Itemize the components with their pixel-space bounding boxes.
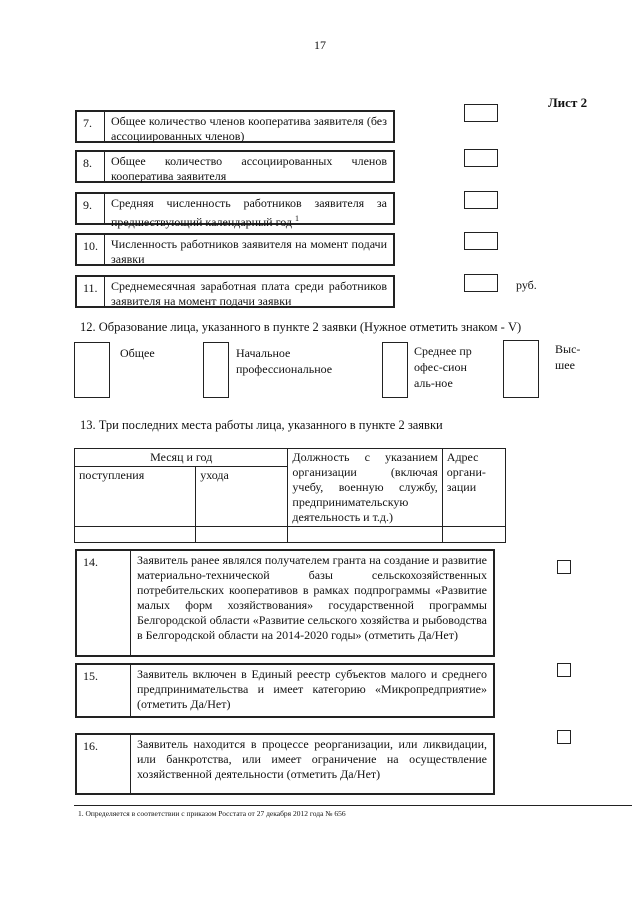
- table-row: [75, 527, 506, 543]
- education-option-general[interactable]: [74, 342, 110, 398]
- question-14: [75, 549, 495, 657]
- education-label-general: Общее: [120, 346, 155, 360]
- question-number: 15.: [77, 665, 131, 716]
- education-option-primary[interactable]: [203, 342, 229, 398]
- education-label-higher: Выс-шее: [555, 342, 581, 372]
- question-7: [75, 110, 395, 143]
- checkbox-16[interactable]: [557, 730, 571, 744]
- question-text: Общее количество ассоциированных членов кооператива заявителя: [111, 154, 387, 183]
- footnote: 1. Определяется в соответствии с приказом Росстата от 27 декабря 2012 года № 656: [78, 809, 346, 818]
- question-number: 11.: [77, 277, 105, 306]
- table-cell[interactable]: [196, 527, 288, 543]
- table-cell[interactable]: [75, 527, 196, 543]
- question-text: Общее количество членов кооператива заявителя (без ассоциированных членов): [111, 114, 387, 143]
- education-option-higher[interactable]: [503, 340, 539, 398]
- question-9: [75, 192, 395, 229]
- question-number: 9.: [77, 194, 105, 223]
- education-label-primary: Начальное профессиональное: [236, 346, 333, 376]
- col-address: Адрес органи-зации: [442, 449, 505, 527]
- question-15: [75, 663, 495, 718]
- col-end: ухода: [196, 467, 288, 527]
- education-label-secondary: Среднее профес-сиональ-ное: [414, 344, 472, 390]
- question-text: Заявитель включен в Единый реестр субъектов малого и среднего предпринимательства и имеет категорию «Микропредприятие» (отметить Да/Нет): [137, 667, 487, 711]
- answer-box-9[interactable]: [464, 191, 498, 209]
- question-16: [75, 733, 495, 795]
- question-text: Заявитель ранее являлся получателем гранта на создание и развитие материально-технической базы сельскохозяйственных потребительских кооперативов в рамках подпрограммы «Развитие малых форм хозяйствования» государственной программы Белгородской области «Развитие сельского хозяйства и рыбоводства в Белгородской области на 2014-2020 годы» (отметить Да/Нет): [137, 553, 487, 642]
- col-position: Должность с указанием организации (включая учебу, военную службу, предпринимательскую деятельность и т.д.): [288, 449, 442, 527]
- question-text: [105, 194, 393, 229]
- question-text: Заявитель находится в процессе реорганизации, или ликвидации, или банкротства, или имеет ограничение на осуществление хозяйственной деятельности (отметить Да/Нет): [137, 737, 487, 781]
- question-8: [75, 150, 395, 183]
- question-number: 8.: [77, 152, 105, 181]
- table-cell[interactable]: [288, 527, 442, 543]
- currency-label: руб.: [516, 278, 537, 292]
- education-option-secondary[interactable]: [382, 342, 408, 398]
- sheet-label: Лист 2: [548, 95, 588, 110]
- question-number: 14.: [77, 551, 131, 655]
- question-11: [75, 275, 395, 308]
- col-start: поступления: [75, 467, 196, 527]
- question-number: 7.: [77, 112, 105, 141]
- page-number: 17: [314, 38, 326, 52]
- answer-box-11[interactable]: [464, 274, 498, 292]
- answer-box-10[interactable]: [464, 232, 498, 250]
- question-text: Среднемесячная заработная плата среди работников заявителя на момент подачи заявки: [111, 279, 387, 308]
- answer-box-7[interactable]: [464, 104, 498, 122]
- col-month-year: Месяц и год: [75, 449, 288, 467]
- checkbox-15[interactable]: [557, 663, 571, 677]
- checkbox-14[interactable]: [557, 560, 571, 574]
- answer-box-8[interactable]: [464, 149, 498, 167]
- question-text: Численность работников заявителя на момент подачи заявки: [111, 237, 387, 266]
- work-history-title: 13. Три последних места работы лица, указанного в пункте 2 заявки: [80, 418, 443, 432]
- footnote-divider: [74, 805, 632, 806]
- footnote-mark: 1: [294, 214, 299, 223]
- table-cell[interactable]: [442, 527, 505, 543]
- question-text-body: Средняя численность работников заявителя за предшествующий календарный год: [111, 196, 387, 229]
- education-title: 12. Образование лица, указанного в пункте 2 заявки (Нужное отметить знаком - V): [80, 320, 522, 334]
- question-10: [75, 233, 395, 266]
- work-history-table: [74, 448, 506, 543]
- question-number: 16.: [77, 735, 131, 793]
- question-number: 10.: [77, 235, 105, 264]
